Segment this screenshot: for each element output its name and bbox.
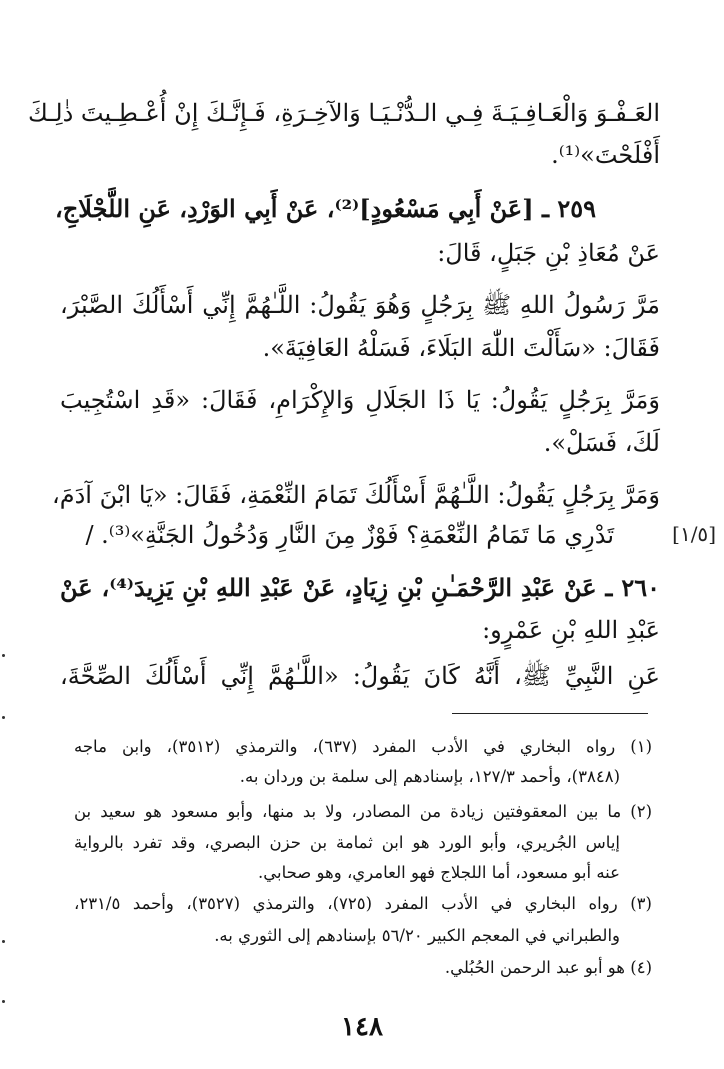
footnote-line: (٢) ما بين المعقوفتين زيادة من المصادر، ولا بد منها، وأبو مسعود هو سعيد بن xyxy=(74,802,652,821)
scan-speck xyxy=(2,716,5,719)
footnote-line: عنه أبو مسعود، أما اللجلاج فهو العامري، وهو صحابي. xyxy=(258,863,620,882)
body-line: مَرَّ رَسُولُ اللهِ ﷺ بِرَجُلٍ وَهُوَ يَقُولُ: اللَّـٰهُمَّ إِنِّي أَسْأَلُكَ الصَّبْرَ، xyxy=(60,291,660,319)
footnote-line: (١) رواه البخاري في الأدب المفرد (٦٣٧)، والترمذي (٣٥١٢)، وابن ماجه xyxy=(74,737,652,756)
footnote-line: إياس الجُريري، وأبو الورد هو ابن ثمامة بن حزن البصري، وقد تفرد بالرواية xyxy=(74,833,620,852)
body-line: العَـفْـوَ وَالْعَـافِـيَـةَ فِـي الـدُّنْـيَـا وَالآخِـرَةِ، فَـإِنَّـكَ إِنْ أُعْـطِـيتَ ذٰلِـكَ xyxy=(28,99,660,127)
body-line: فَقَالَ: «سَأَلْتَ اللّٰهَ البَلَاءَ، فَسَلْهُ العَافِيَةَ». xyxy=(262,334,660,362)
body-line: لَكَ، فَسَلْ». xyxy=(543,429,660,457)
body-line: أَفْلَحْتَ»⁽¹⁾. xyxy=(551,141,660,169)
scan-speck xyxy=(2,1000,5,1003)
body-line: عَبْدِ اللهِ بْنِ عَمْرٍو: xyxy=(482,616,660,644)
scan-speck xyxy=(2,654,5,657)
footnote-line: والطبراني في المعجم الكبير ٥٦/٢٠ بإسنادهم إلى الثوري به. xyxy=(214,926,620,945)
footnote-line: (٣) رواه البخاري في الأدب المفرد (٧٢٥)، والترمذي (٣٥٢٧)، وأحمد ٢٣١/٥، xyxy=(74,894,652,913)
footnote-line: (٤) هو أبو عبد الرحمن الحُبُلي. xyxy=(444,958,652,977)
hadith-259-line: ٢٥٩ ـ [عَنْ أَبِي مَسْعُودٍ]⁽²⁾، عَنْ أَبِي الوَرْدِ، عَنِ اللَّجْلَاجِ، xyxy=(55,194,596,223)
body-line: عَنْ مُعَاذِ بْنِ جَبَلٍ، قَالَ: xyxy=(437,239,660,267)
body-line: وَمَرَّ بِرَجُلٍ يَقُولُ: يَا ذَا الجَلَالِ وَالإِكْرَامِ، فَقَالَ: «قَدِ اسْتُجِيبَ xyxy=(60,386,660,414)
page-number: ١٤٨ xyxy=(341,1012,383,1042)
scan-speck xyxy=(2,940,5,943)
margin-page-marker: [١/٥] xyxy=(672,522,716,546)
hadith-260-line: ٢٦٠ ـ عَنْ عَبْدِ الرَّحْمَـٰنِ بْنِ زِيَادٍ، عَنْ عَبْدِ اللهِ بْنِ يَزِيدَ⁽⁴⁾، عَنْ xyxy=(60,573,660,602)
body-line: وَمَرَّ بِرَجُلٍ يَقُولُ: اللَّـٰهُمَّ أَسْأَلُكَ تَمَامَ النِّعْمَةِ، فَقَالَ: «يَا ابْنَ آدَمَ، xyxy=(52,481,660,509)
footnote-line: (٣٨٤٨)، وأحمد ١٢٧/٣، بإسنادهم إلى سلمة بن وردان به. xyxy=(239,767,620,786)
footnote-separator xyxy=(452,713,648,714)
body-line: عَنِ النَّبِيِّ ﷺ، أَنَّهُ كَانَ يَقُولُ: «اللَّـٰهُمَّ إِنِّي أَسْأَلُكَ الصِّحَّةَ، xyxy=(60,662,660,690)
body-line: تَدْرِي مَا تَمَامُ النِّعْمَةِ؟ فَوْزٌ مِنَ النَّارِ وَدُخُولُ الجَنَّةِ»⁽³⁾. / xyxy=(85,521,614,549)
